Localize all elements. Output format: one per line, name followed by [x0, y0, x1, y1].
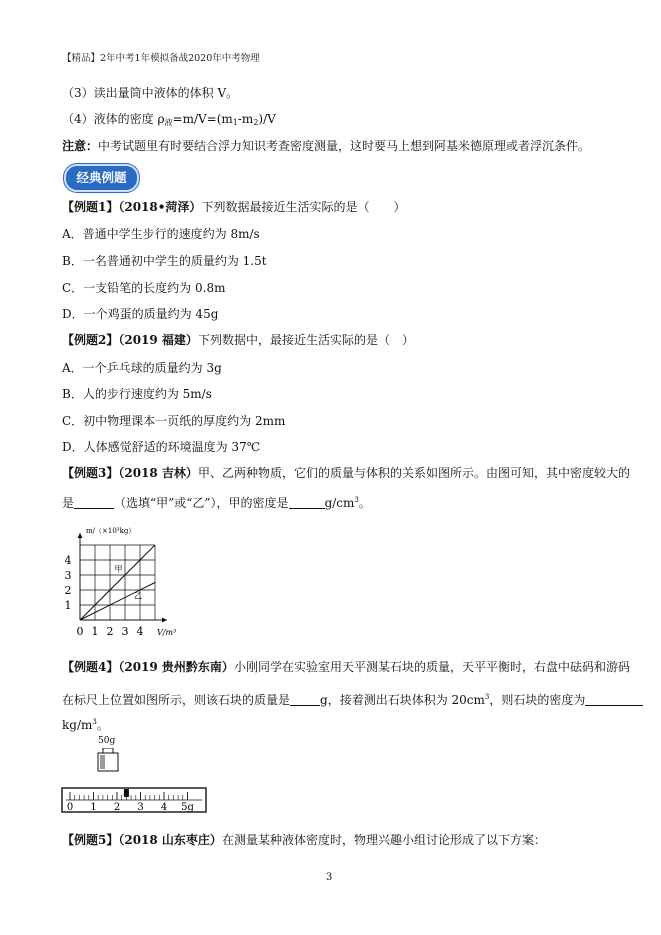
series-label-yi: 乙 [134, 591, 142, 601]
example-1-option-b: B．一名普通初中学生的质量约为 1.5t [62, 254, 267, 268]
step-3: （3）读出量筒中液体的体积 V。 [62, 86, 239, 100]
example-2-option-a: A．一个乒乓球的质量约为 3g [62, 361, 222, 375]
note-text: 中考试题里有时要结合浮力知识考查密度测量，这时要马上想到阿基米德原理或者浮沉条件。 [98, 139, 591, 153]
page-header: 【精品】2年中考1年模拟备战2020年中考物理 [62, 53, 260, 64]
x-axis-label: V/m³ [157, 628, 177, 637]
example-5-stem: 【例题5】（2018 山东枣庄）在测量某种液体密度时，物理兴趣小组讨论形成了以下方案： [62, 833, 546, 847]
scale-tick-label: 0 [66, 802, 74, 813]
example-4-line3: $kg/m^3$。 [62, 718, 109, 732]
y-tick-label: 4 [64, 554, 72, 567]
scale-tick-label: 4 [160, 802, 168, 813]
y-tick-label: 3 [64, 569, 72, 582]
example-2-option-c: C．初中物理课本一页纸的厚度约为 2mm [62, 414, 286, 428]
answer-blank-1 [74, 496, 114, 509]
example-2-stem: 【例题2】（2019 福建）下列数据中，最接近生活实际的是（ ） [62, 333, 414, 347]
weight-label: 50g [98, 736, 116, 746]
series-line-1 [80, 583, 155, 621]
example-2-option-d: D．人体感觉舒适的环境温度为 37℃ [62, 440, 261, 454]
y-axis-arrow [78, 533, 83, 538]
example-1-option-c: C．一支铅笔的长度约为 0.8m [62, 281, 226, 295]
example-4-stem: 【例题4】（2019 贵州黔东南）小刚同学在实验室用天平测某石块的质量，天平平衡时，右盘中砝码和游码 [62, 660, 630, 674]
rider-marker [124, 789, 129, 797]
chart-labels [65, 527, 177, 638]
scale-tick-label: 2 [113, 802, 121, 813]
x-tick-label: 0 [76, 625, 84, 638]
example-3-line2: 是 （选填“甲”或“乙”），甲的密度是 $g/cm^3$。 [62, 496, 371, 510]
scale-tick-label: 1 [90, 802, 97, 813]
note [62, 138, 590, 154]
y-axis-label: m/（×10³kg） [86, 527, 136, 535]
note-label: 注意： [62, 139, 99, 153]
x-axis-arrow [162, 618, 167, 623]
series-line-0 [80, 545, 155, 620]
balance-scale-figure [60, 748, 210, 818]
chart-series [80, 545, 155, 620]
answer-blank-3 [290, 693, 320, 706]
section-badge: 经典例题 [64, 164, 139, 192]
x-tick-label: 1 [91, 625, 99, 638]
page-number: 3 [326, 872, 333, 883]
example-2-option-b: B．人的步行速度约为 5m/s [62, 387, 212, 401]
example-1-stem: 【例题1】（2018•菏泽）下列数据最接近生活实际的是（ ） [62, 200, 406, 214]
answer-blank-2 [289, 496, 325, 509]
answer-blank-4 [585, 693, 643, 706]
example-4-line2: 在标尺上位置如图所示，则该石块的质量是 g，接着测出石块体积为 $20cm^3$，则石块的密度为 [62, 689, 643, 708]
example-3-stem: 【例题3】（2018 吉林）甲、乙两种物质，它们的质量与体积的关系如图所示。由图可知，其中密度较大的 [62, 466, 630, 480]
example-1-option-d: D．一个鸡蛋的质量约为 45g [62, 307, 219, 321]
x-tick-label: 3 [121, 625, 129, 638]
example-1-option-a: A．普通中学生步行的速度约为 8m/s [62, 227, 260, 241]
mass-volume-chart [58, 520, 188, 642]
scale-tick-label: 3 [137, 802, 144, 813]
y-tick-label: 2 [64, 584, 72, 597]
step-4: （4）液体的密度 $\rho_液=m/V=(m_1-m_2)/V$ [62, 112, 276, 127]
y-tick-label: 1 [64, 599, 72, 612]
weight-50g-icon [98, 748, 118, 771]
scale-tick-label: 5g [181, 802, 194, 813]
x-tick-label: 4 [136, 625, 144, 638]
x-tick-label: 2 [106, 625, 114, 638]
series-label-jia: 甲 [114, 564, 123, 574]
